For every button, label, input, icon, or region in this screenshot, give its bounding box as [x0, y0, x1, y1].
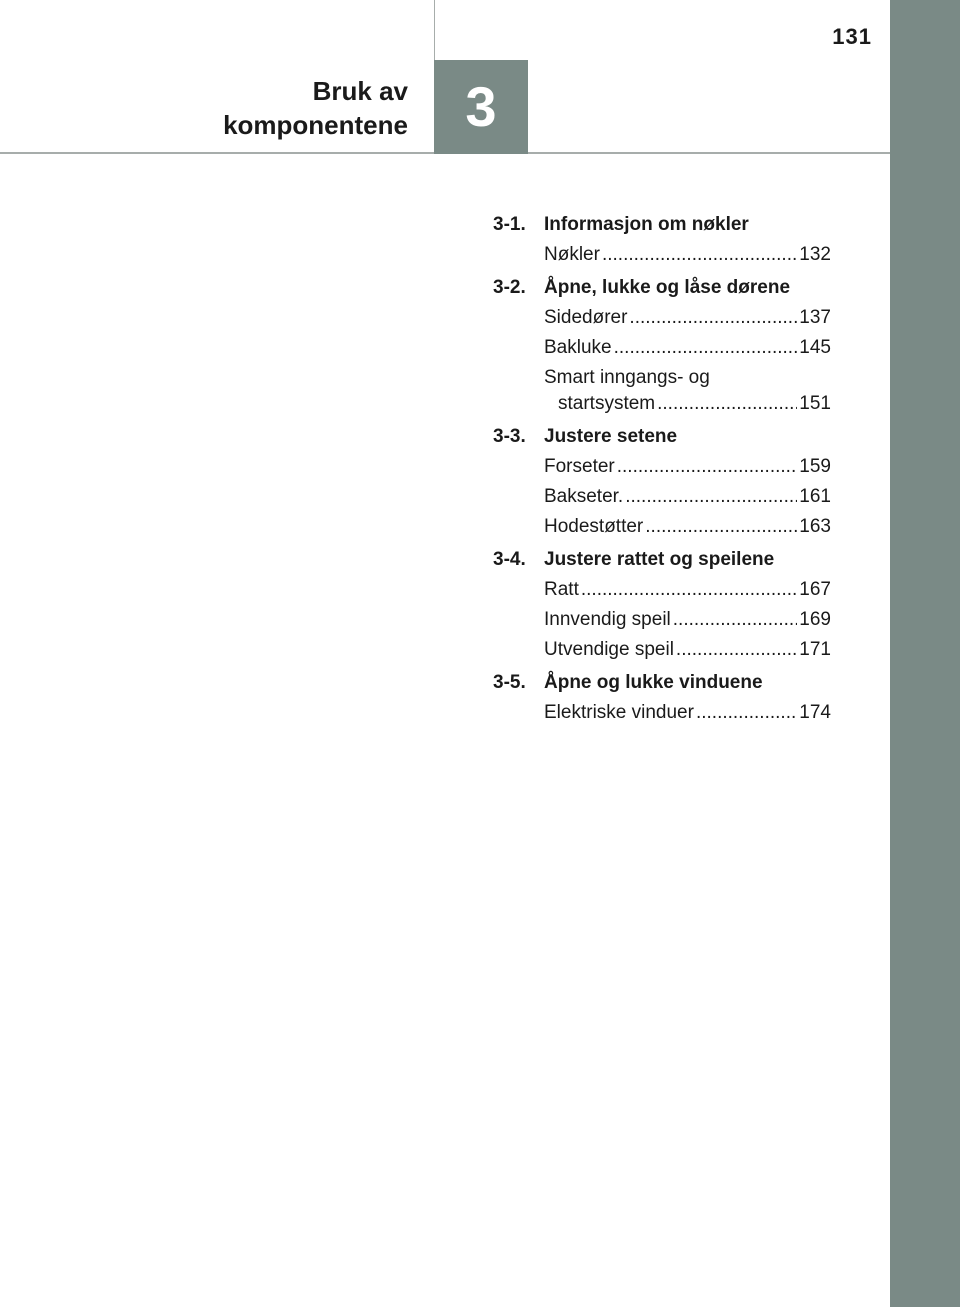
- toc-section-heading[interactable]: [493, 667, 831, 698]
- toc-entry-page: 169: [799, 609, 831, 630]
- toc-section-heading[interactable]: [493, 209, 831, 240]
- toc-section-title: Justere rattet og speilene: [544, 549, 775, 570]
- toc-entry[interactable]: [493, 512, 831, 542]
- toc-entry[interactable]: [493, 635, 831, 665]
- chapter-number-box: [434, 60, 528, 154]
- toc-section-number: 3-3.: [493, 426, 526, 447]
- toc-entry-page: 167: [799, 579, 831, 600]
- chapter-side-strip: [890, 0, 960, 1307]
- toc-leader-dots: [602, 240, 797, 270]
- toc-entry-page: 161: [799, 486, 831, 507]
- toc-entry-label: Innvendig speil: [544, 609, 671, 630]
- toc-leader-dots: [696, 698, 797, 728]
- chapter-number: 3: [465, 75, 497, 138]
- toc-leader-dots: [581, 575, 797, 605]
- toc-section-number: 3-2.: [493, 277, 526, 298]
- toc-section-title: Justere setene: [544, 426, 678, 447]
- chapter-title-line1: Bruk av: [312, 76, 408, 106]
- toc-entry-label: Forseter: [544, 456, 615, 477]
- toc-section-heading[interactable]: [493, 544, 831, 575]
- toc-leader-dots: [629, 303, 797, 333]
- toc-entry-label: Utvendige speil: [544, 639, 674, 660]
- toc-entry[interactable]: [493, 605, 831, 635]
- toc-section-gap: [493, 728, 831, 730]
- toc-entry-page: 132: [799, 244, 831, 265]
- toc-section-number: 3-4.: [493, 549, 526, 570]
- toc-entry-page: 145: [799, 337, 831, 358]
- toc-section-heading[interactable]: [493, 421, 831, 452]
- toc-leader-dots: [625, 482, 797, 512]
- toc-entry[interactable]: [493, 452, 831, 482]
- chapter-title-line2: komponentene: [223, 110, 408, 140]
- toc-entry-label: Bakseter.: [544, 486, 624, 507]
- chapter-title: [223, 74, 408, 142]
- toc-entry-label: Bakluke: [544, 337, 612, 358]
- toc-entry[interactable]: [493, 303, 831, 333]
- toc-entry[interactable]: [493, 482, 831, 512]
- toc-entry[interactable]: [493, 240, 831, 270]
- toc-entry[interactable]: [493, 698, 831, 728]
- toc-entry-page: 151: [799, 393, 831, 414]
- toc-entry-label: Hodestøtter: [544, 516, 644, 537]
- toc-entry[interactable]: [493, 363, 831, 419]
- toc-section-title: Informasjon om nøkler: [544, 214, 749, 235]
- toc-leader-dots: [676, 635, 797, 665]
- toc-leader-dots: [657, 391, 797, 417]
- toc-section-title: Åpne og lukke vinduene: [544, 672, 763, 693]
- toc-section-number: 3-5.: [493, 672, 526, 693]
- table-of-contents: [493, 209, 831, 730]
- toc-section-title: Åpne, lukke og låse dørene: [544, 277, 791, 298]
- toc-entry-label: Nøkler: [544, 244, 600, 265]
- page-number: 131: [832, 24, 872, 49]
- toc-entry-page: 159: [799, 456, 831, 477]
- toc-leader-dots: [617, 452, 798, 482]
- toc-leader-dots: [645, 512, 797, 542]
- toc-entry[interactable]: [493, 333, 831, 363]
- toc-entry-page: 163: [799, 516, 831, 537]
- toc-entry[interactable]: [493, 575, 831, 605]
- toc-entry-label: Elektriske vinduer: [544, 702, 694, 723]
- toc-entry-page: 174: [799, 702, 831, 723]
- toc-entry-label: Ratt: [544, 579, 579, 600]
- toc-entry-label: Sidedører: [544, 307, 628, 328]
- toc-leader-dots: [673, 605, 798, 635]
- toc-entry-page: 171: [799, 639, 831, 660]
- toc-entry-page: 137: [799, 307, 831, 328]
- toc-entry-label: Smart inngangs- og: [544, 367, 710, 388]
- toc-section-number: 3-1.: [493, 214, 526, 235]
- toc-section-heading[interactable]: [493, 272, 831, 303]
- toc-leader-dots: [614, 333, 798, 363]
- toc-entry-label-continued: startsystem: [558, 393, 656, 414]
